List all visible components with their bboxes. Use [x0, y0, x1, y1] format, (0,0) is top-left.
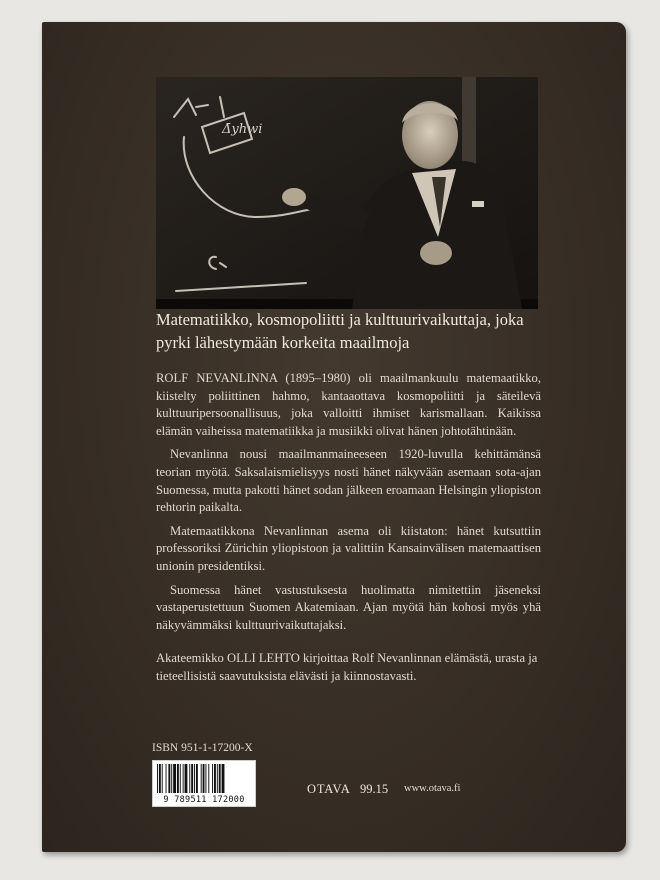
book-description — [156, 370, 541, 692]
description-paragraph: Nevanlinna nousi maailmanmaineeseen 1920-luvulla kehittämänsä teorian myötä. Saksalaismielisyys nosti hänet näkyvään asemaan sota-ajan Suomessa, mutta pakotti hänet sodan jälkeen eroamaan Helsingin yliopiston rehtorin paikalta. — [156, 447, 541, 515]
publisher-website: www.otava.fi — [404, 783, 461, 794]
description-paragraph: Matemaatikkona Nevanlinnan asema oli kiistaton: hänet kutsuttiin professoriksi Zürichin yliopistoon ja valittiin Kansainvälisen matemaattisen unionin presidentiksi. — [156, 523, 541, 573]
barcode-bars — [153, 761, 255, 795]
book-back-cover — [42, 22, 626, 852]
price-code: 99.15 — [360, 782, 389, 796]
description-paragraph: ROLF NEVANLINNA (1895–1980) oli maailmankuulu matemaatikko, kiistelty poliittinen hahmo, kantaaottava kosmopoliitti ja säteilevä kulttuuripersoonallisuus, joka valloitti ihmiset karismallaan. Kaikissa elämän vaiheissa matematiikka ja musiikki olivat hänen johtotähtinään. — [156, 371, 541, 438]
author-note: Akateemikko OLLI LEHTO kirjoittaa Rolf Nevanlinnan elämästä, urasta ja tieteellisistä saavutuksista elävästi ja kiinnostavasti. — [156, 651, 538, 683]
book-tagline: Matematiikko, kosmopoliitti ja kulttuurivaikuttaja, joka pyrki lähestymään korkeita maailmoja — [156, 310, 524, 352]
isbn-label: ISBN 951-1-17200-X — [152, 742, 253, 754]
barcode-digits: 9 789511 172000 — [163, 795, 245, 805]
barcode — [152, 760, 256, 807]
description-paragraph: Suomessa hänet vastustuksesta huolimatta nimitettiin jäseneksi vastaperustettuun Suomen Akatemiaan. Ajan myötä hän kohosi myös yhä näkyvämmäksi kulttuurivaikuttajaksi. — [156, 582, 541, 632]
publisher-name: OTAVA — [307, 782, 351, 796]
author-photo — [156, 77, 538, 309]
chalk-formula: Δ̄yhwi — [222, 122, 263, 137]
